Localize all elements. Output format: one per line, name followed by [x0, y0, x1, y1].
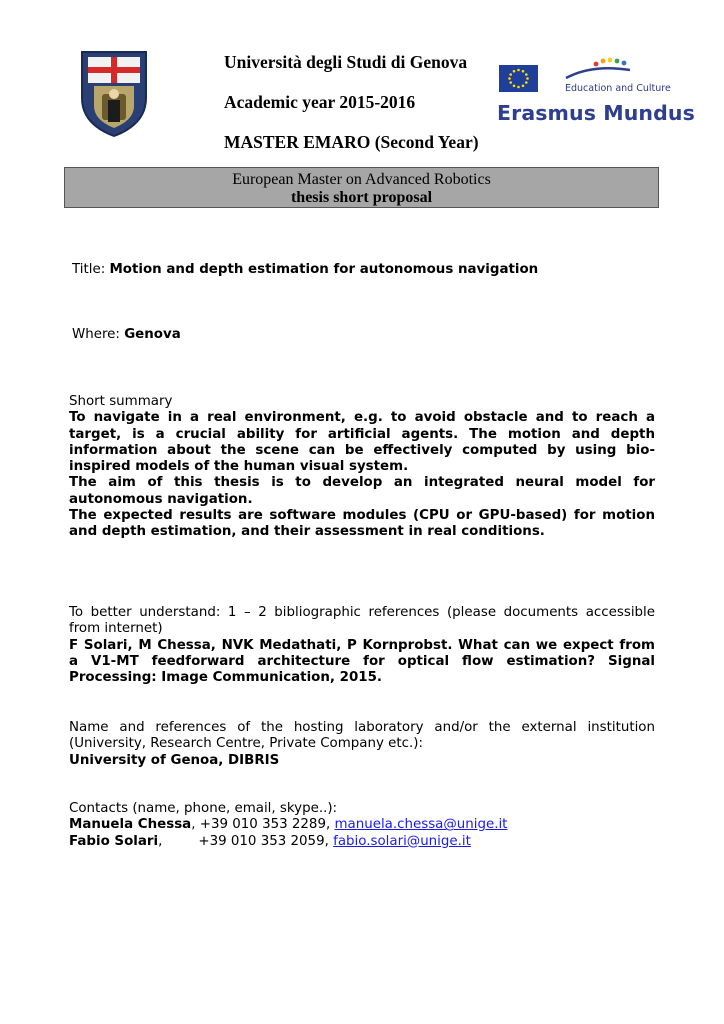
erasmus-swoosh-icon [562, 56, 634, 84]
summary-paragraph: To navigate in a real environment, e.g. to avoid obstacle and to reach a target, is a crucial ability for artificial agents. The motion and depth information about the scene can be effectively computed by using bio-inspired models of the human visual system. [69, 410, 655, 475]
summary-paragraph: The aim of this thesis is to develop an integrated neural model for autonomous navigation. [69, 475, 655, 507]
erasmus-tagline: Education and Culture [565, 83, 671, 94]
university-crest-icon [80, 50, 148, 138]
contact-separator: , [158, 833, 163, 849]
erasmus-mundus-logo-text: Erasmus Mundus [497, 101, 695, 125]
where-value: Genova [124, 327, 181, 342]
summary-label: Short summary [69, 394, 173, 409]
title-label: Title: [72, 262, 110, 277]
contact-phone: +39 010 353 2059, [198, 833, 334, 849]
hosting-label: Name and references of the hosting laboratory and/or the external institution (University, Research Centre, Private Company etc.): [69, 720, 655, 752]
title-value: Motion and depth estimation for autonomous navigation [109, 262, 539, 277]
contact-row [69, 817, 655, 833]
contact-name: Manuela Chessa [69, 817, 192, 833]
header-text-block [224, 52, 479, 172]
academic-year: Academic year 2015-2016 [224, 92, 416, 112]
references-section [69, 605, 655, 686]
summary-section [69, 394, 655, 541]
banner-proposal-label: thesis short proposal [290, 189, 433, 206]
banner-program-name: European Master on Advanced Robotics [232, 171, 491, 188]
summary-paragraph: The expected results are software modules (CPU or GPU-based) for motion and depth estimation, and their assessment in real conditions. [69, 508, 655, 540]
title-row [72, 262, 672, 278]
references-label: To better understand: 1 – 2 bibliographic references (please documents accessible from internet) [69, 605, 655, 637]
contact-name: Fabio Solari [69, 833, 159, 849]
contact-separator: , [191, 817, 200, 833]
contacts-section [69, 801, 655, 850]
hosting-value: University of Genoa, DIBRIS [69, 752, 280, 768]
hosting-section [69, 720, 655, 769]
contact-email-link[interactable]: manuela.chessa@unige.it [334, 817, 508, 833]
where-label: Where: [72, 327, 125, 342]
contact-email-link[interactable]: fabio.solari@unige.it [333, 833, 471, 849]
program-banner [64, 167, 659, 208]
contact-phone: +39 010 353 2289, [199, 817, 335, 833]
university-name: Università degli Studi di Genova [224, 52, 468, 72]
reference-entry: F Solari, M Chessa, NVK Medathati, P Kornprobst. What can we expect from a V1-MT feedforward architecture for optical flow estimation? Signal Processing: Image Communication, 2015. [69, 637, 655, 686]
master-program: MASTER EMARO (Second Year) [224, 132, 479, 152]
contacts-label: Contacts (name, phone, email, skype..): [69, 801, 338, 816]
where-row [72, 327, 672, 343]
contact-row [69, 834, 655, 850]
eu-flag-icon [499, 65, 538, 92]
